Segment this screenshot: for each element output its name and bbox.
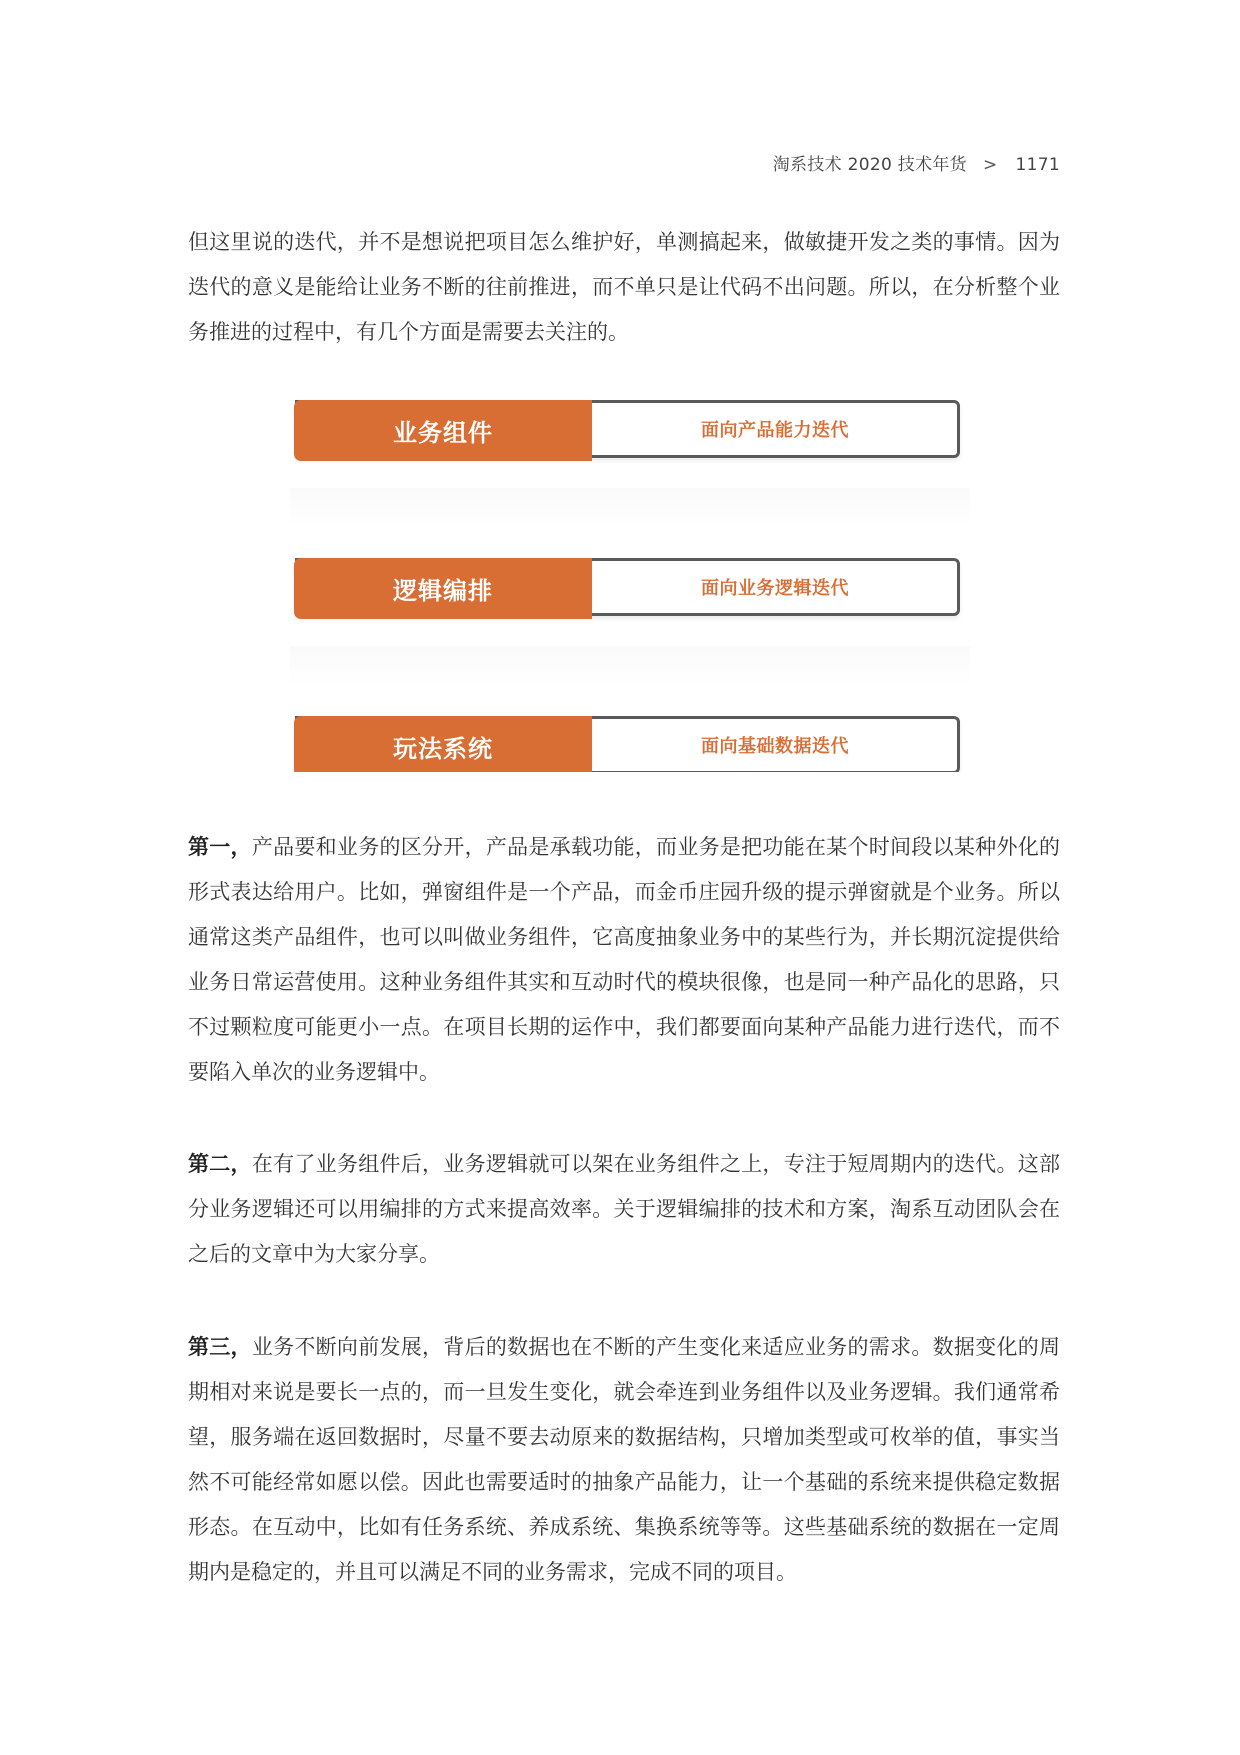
page-header <box>773 150 1060 175</box>
point-paragraph-1 <box>188 825 1060 1095</box>
intro-paragraph: 但这里说的迭代，并不是想说把项目怎么维护好，单测搞起来，做敏捷开发之类的事情。因为迭代的意义是能给让业务不断的往前推进，而不单只是让代码不出问题。所以，在分析整个业务推进的过程中，有几个方面是需要去关注的。 <box>188 230 1060 344</box>
point-text: 产品要和业务的区分开，产品是承载功能，而业务是把功能在某个时间段以某种外化的形式表达给用户。比如，弹窗组件是一个产品，而金币庄园升级的提示弹窗就是个业务。所以通常这类产品组件，也可以叫做业务组件，它高度抽象业务中的某些行为，并长期沉淀提供给业务日常运营使用。这种业务组件其实和互动时代的模块很像，也是同一种产品化的思路，只不过颗粒度可能更小一点。在项目长期的运作中，我们都要面向某种产品能力进行迭代，而不要陷入单次的业务逻辑中。 <box>188 835 1060 1084</box>
diagram-band <box>290 488 970 528</box>
row-description: 面向基础数据迭代 <box>701 736 849 757</box>
diagram-row-business-component <box>295 400 960 458</box>
book-title: 淘系技术 2020 技术年货 <box>772 155 967 175</box>
iteration-diagram <box>290 400 970 772</box>
point-paragraph-2 <box>188 1142 1060 1277</box>
point-lead: 第一， <box>188 835 252 859</box>
row-label: 逻辑编排 <box>294 558 592 619</box>
point-paragraph-3 <box>188 1325 1060 1595</box>
row-label: 业务组件 <box>294 400 592 461</box>
point-text: 在有了业务组件后，业务逻辑就可以架在业务组件之上，专注于短周期内的迭代。这部分业务逻辑还可以用编排的方式来提高效率。关于逻辑编排的技术和方案，淘系互动团队会在之后的文章中为大家分享。 <box>188 1152 1060 1266</box>
point-text: 业务不断向前发展，背后的数据也在不断的产生变化来适应业务的需求。数据变化的周期相对来说是要长一点的，而一旦发生变化，就会牵连到业务组件以及业务逻辑。我们通常希望，服务端在返回数据时，尽量不要去动原来的数据结构，只增加类型或可枚举的值，事实当然不可能经常如愿以偿。因此也需要适时的抽象产品能力，让一个基础的系统来提供稳定数据形态。在互动中，比如有任务系统、养成系统、集换系统等等。这些基础系统的数据在一定周期内是稳定的，并且可以满足不同的业务需求，完成不同的项目。 <box>188 1335 1060 1584</box>
diagram-band <box>290 646 970 686</box>
page-number: 1171 <box>1015 155 1060 175</box>
header-separator: > <box>982 155 998 175</box>
row-description: 面向产品能力迭代 <box>701 420 849 441</box>
row-description: 面向业务逻辑迭代 <box>701 578 849 599</box>
diagram-row-gameplay-system <box>295 716 960 772</box>
point-lead: 第三， <box>188 1335 252 1359</box>
diagram-row-logic-orchestration <box>295 558 960 616</box>
point-lead: 第二， <box>188 1152 252 1176</box>
row-label: 玩法系统 <box>294 716 592 772</box>
